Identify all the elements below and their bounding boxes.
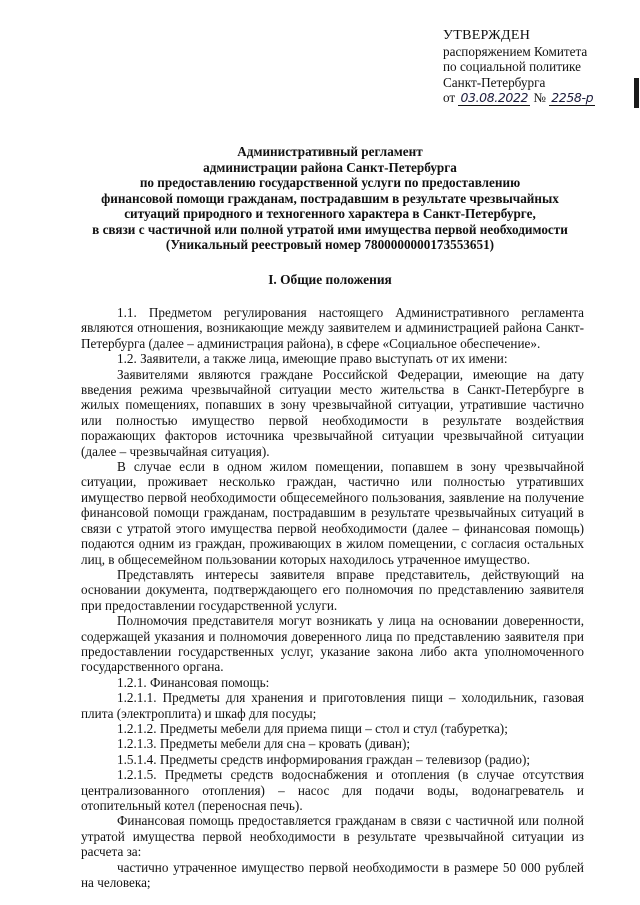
document-title [60,144,600,253]
approval-date-line [443,90,628,106]
handwritten-number: 2258-р [551,90,594,106]
title-line: Административный регламент [237,144,423,159]
paragraph: Финансовая помощь предоставляется гражданам в связи с частичной или полной утратой имущества первой необходимости в результате чрезвычайной ситуации из расчета за: [81,813,584,860]
title-line: по предоставлению государственной услуги по предоставлению [139,175,521,190]
approval-stamp [443,28,628,106]
approval-title: УТВЕРЖДЕН [443,28,531,43]
section-heading: I. Общие положения [268,272,392,287]
document-body [81,305,584,890]
paragraph: частично утраченное имущество первой необходимости в размере 50 000 рублей на человека; [81,859,584,891]
paragraph: 1.2.1.5. Предметы средств водоснабжения и отопления (в случае отсутствия централизованного отопления) – насос для подачи воды, водонагреватель и отопительный котел (переносная печь). [81,767,584,813]
paragraph: 1.2. Заявители, а также лица, имеющие право выступать от их имени: [117,351,508,367]
paragraph: 1.2.1.3. Предметы мебели для сна – кровать (диван); [117,736,411,752]
paragraph: Представлять интересы заявителя вправе представитель, действующий на основании документа, подтверждающего его полномочия по представлению заявителя при предоставлении государственной услуги. [81,566,584,613]
handwritten-date: 03.08.2022 [460,90,529,106]
paragraph: 1.2.1. Финансовая помощь: [117,674,270,690]
registry-number: (Уникальный реестровый номер 7800000000173553651) [165,237,495,252]
paragraph: В случае если в одном жилом помещении, попавшем в зону чрезвычайной ситуации, проживает несколько граждан, частично или полностью утративших имущество первой необходимости общесемейного пользования, заявление на получение финансовой помощи гражданам, пострадавшим в результате чрезвычайных ситуаций в связи с утратой этого имущества первой необходимости (далее – финансовая помощь) подаются одним из граждан, проживающих в жилом помещении, с согласия остальных лиц, в общесемейном пользовании которых находилось утраченное имущество. [81,459,584,567]
title-line: ситуаций природного и техногенного характера в Санкт-Петербурге, [124,206,536,221]
approval-line-order: распоряжением Комитета [443,43,588,59]
paragraph: Полномочия представителя могут возникать у лица на основании доверенности, содержащей указания и полномочия доверенного лица по представлению заявителя при предоставлении государственных услуг, указание закона либо акта уполномоченного государственного органа. [81,613,584,675]
paragraph: Заявителями являются граждане Российской Федерации, имеющие на дату введения режима чрезвычайной ситуации место жительства в Санкт-Петербурге в жилых помещениях, попавших в зону чрезвычайной ситуации, утратившие частично или полностью имущество первой необходимости в результате воздействия поражающих факторов источника чрезвычайной ситуации чрезвычайной ситуации (далее – чрезвычайная ситуация). [81,366,584,459]
paragraph: 1.1. Предметом регулирования настоящего Административного регламента являются отношения, возникающие между заявителем и администрацией района Санкт-Петербурга (далее – администрация района), в сфере «Социальное обеспечение». [81,305,584,351]
approval-line-committee: по социальной политике [443,59,581,75]
title-line: администрации района Санкт-Петербурга [203,159,457,175]
paragraph: 1.2.1.2. Предметы мебели для приема пищи – стол и стул (табуретка); [117,720,508,736]
number-label: № [533,90,546,106]
date-prefix: от [443,90,456,106]
scan-edge-mark [634,78,639,108]
paragraph: 1.2.1.1. Предметы для хранения и приготовления пищи – холодильник, газовая плита (электроплита) и шкаф для посуды; [81,690,584,721]
paragraph: 1.5.1.4. Предметы средств информирования граждан – телевизор (радио); [117,751,531,767]
title-line: финансовой помощи гражданам, пострадавшим в результате чрезвычайных [101,190,559,206]
title-line: в связи с частичной или полной утратой ими имущества первой необходимости [92,221,568,237]
approval-line-city: Санкт-Петербурга [443,74,546,90]
